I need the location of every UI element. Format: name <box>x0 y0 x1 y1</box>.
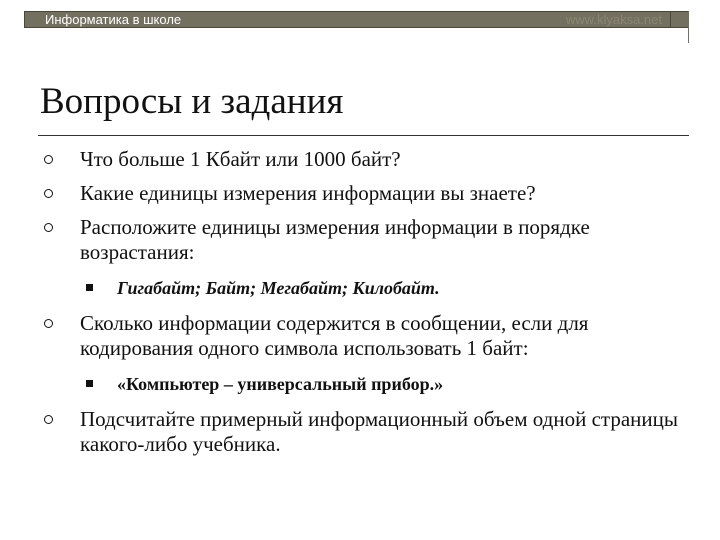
title-divider <box>38 135 689 136</box>
header-bar <box>24 11 689 28</box>
header-notch <box>670 12 688 27</box>
list-item <box>0 215 720 265</box>
square-bullet-icon <box>86 284 93 291</box>
list-item <box>0 311 720 361</box>
header-left-text: Информатика в школе <box>45 12 182 27</box>
list-item-text: «Компьютер – универсальный прибор.» <box>117 374 444 394</box>
circle-outline-bullet-icon <box>44 319 53 328</box>
list-item-text: Расположите единицы измерения информации в порядке возрастания: <box>80 215 590 264</box>
circle-outline-bullet-icon <box>44 155 53 164</box>
list-item <box>0 277 720 299</box>
slide-title: Вопросы и задания <box>40 81 344 122</box>
list-item <box>0 407 720 457</box>
list-item <box>0 181 720 206</box>
list-item <box>0 147 720 172</box>
circle-outline-bullet-icon <box>44 223 53 232</box>
list-item-text: Подсчитайте примерный информационный объем одной страницы какого-либо учебника. <box>80 407 678 456</box>
list-item-text: Гигабайт; Байт; Мегабайт; Килобайт. <box>117 278 440 298</box>
circle-outline-bullet-icon <box>44 189 53 198</box>
list-item-text: Что больше 1 Кбайт или 1000 байт? <box>80 147 401 171</box>
list-item-text: Какие единицы измерения информации вы знаете? <box>80 181 536 205</box>
header-side-line <box>688 11 689 43</box>
square-bullet-icon <box>86 380 93 387</box>
circle-outline-bullet-icon <box>44 415 53 424</box>
list-item <box>0 373 720 395</box>
header-site-link[interactable]: www.klyaksa.net <box>565 12 662 27</box>
bullet-list <box>0 147 720 457</box>
list-item-text: Сколько информации содержится в сообщении, если для кодирования одного символа использовать 1 байт: <box>80 311 589 360</box>
